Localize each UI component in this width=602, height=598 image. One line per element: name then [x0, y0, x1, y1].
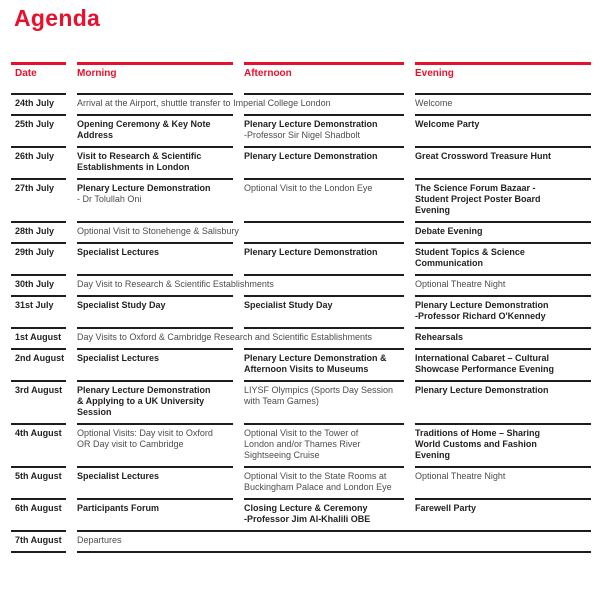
cell-line: Visit to Research & Scientific — [77, 151, 202, 161]
cell-line: Plenary Lecture Demonstration — [77, 385, 211, 395]
cell-line: Session — [77, 407, 112, 417]
evening-cell — [415, 327, 591, 348]
evening-cell — [415, 380, 591, 423]
cell-line: Establishments in London — [77, 162, 190, 172]
date-cell: 6th August — [11, 498, 66, 530]
merged-morning-afternoon-cell — [77, 274, 274, 295]
date-cell: 5th August — [11, 466, 66, 498]
afternoon-cell — [244, 423, 404, 466]
cell-line: - Dr Tolullah Oni — [77, 194, 142, 204]
date-cell: 2nd August — [11, 348, 66, 380]
morning-cell — [77, 146, 233, 178]
morning-cell — [77, 498, 233, 530]
cell-line: Day Visits to Oxford & Cambridge Research and Scientific Establishments — [77, 332, 372, 342]
cell-line: Farewell Party — [415, 503, 477, 513]
cell-line: Buckingham Palace and London Eye — [244, 482, 392, 492]
evening-cell — [415, 295, 591, 327]
merged-morning-afternoon-cell — [77, 221, 239, 242]
afternoon-cell — [244, 114, 404, 146]
evening-cell — [415, 114, 591, 146]
cell-line: OR Day visit to Cambridge — [77, 439, 184, 449]
afternoon-cell — [244, 146, 404, 178]
cell-line: -Professor Jim Al-Khalili OBE — [244, 514, 371, 524]
morning-cell — [77, 466, 233, 498]
date-cell: 26th July — [11, 146, 66, 178]
page — [0, 5, 602, 553]
table-row — [11, 93, 591, 114]
cell-line: Optional Visit to Stonehenge & Salisbury — [77, 226, 239, 236]
cell-line: Specialist Lectures — [77, 247, 160, 257]
page-title: Agenda — [14, 5, 101, 31]
cell-line: Rehearsals — [415, 332, 464, 342]
date-cell: 4th August — [11, 423, 66, 466]
cell-line: Optional Theatre Night — [415, 279, 506, 289]
cell-line: Plenary Lecture Demonstration — [244, 247, 378, 257]
cell-line: Address — [77, 130, 114, 140]
table-row — [11, 114, 591, 146]
merged-morning-afternoon-cell — [77, 327, 372, 348]
evening-cell — [415, 348, 591, 380]
morning-cell — [77, 380, 233, 423]
date-cell: 27th July — [11, 178, 66, 221]
cell-line: & Applying to a UK University — [77, 396, 205, 406]
evening-cell — [415, 466, 591, 498]
evening-cell — [415, 423, 591, 466]
cell-line: Plenary Lecture Demonstration — [244, 119, 378, 129]
afternoon-cell — [244, 498, 404, 530]
afternoon-cell — [244, 348, 404, 380]
evening-cell — [415, 498, 591, 530]
cell-line: Optional Visit to the London Eye — [244, 183, 373, 193]
date-cell: 7th August — [11, 530, 66, 553]
evening-cell — [415, 178, 591, 221]
table-row — [11, 466, 591, 498]
cell-line: Student Project Poster Board — [415, 194, 541, 204]
table-row — [11, 327, 591, 348]
cell-line: Specialist Study Day — [77, 300, 166, 310]
table-row — [11, 530, 591, 553]
cell-line: Plenary Lecture Demonstration — [415, 300, 549, 310]
header-row — [11, 62, 591, 93]
agenda-table-body — [11, 93, 591, 553]
cell-line: Participants Forum — [77, 503, 160, 513]
cell-line: Debate Evening — [415, 226, 483, 236]
cell-line: Optional Visits: Day visit to Oxford — [77, 428, 213, 438]
merged-all-day-cell — [77, 530, 591, 553]
date-cell: 3rd August — [11, 380, 66, 423]
column-header-evening: Evening — [415, 62, 591, 93]
morning-cell — [77, 242, 233, 274]
cell-line: The Science Forum Bazaar - — [415, 183, 536, 193]
cell-line: Traditions of Home – Sharing — [415, 428, 541, 438]
cell-line: Optional Theatre Night — [415, 471, 506, 481]
morning-cell — [77, 178, 233, 221]
morning-cell — [77, 114, 233, 146]
afternoon-cell — [244, 380, 404, 423]
cell-line: Communication — [415, 258, 484, 268]
cell-line: Student Topics & Science — [415, 247, 525, 257]
afternoon-cell — [244, 295, 404, 327]
cell-line: Plenary Lecture Demonstration — [77, 183, 211, 193]
merged-morning-afternoon-cell — [77, 93, 331, 114]
evening-cell — [415, 146, 591, 178]
table-row — [11, 423, 591, 466]
evening-cell — [415, 242, 591, 274]
cell-line: Afternoon Visits to Museums — [244, 364, 369, 374]
afternoon-cell — [244, 466, 404, 498]
cell-line: Showcase Performance Evening — [415, 364, 555, 374]
date-cell: 25th July — [11, 114, 66, 146]
cell-line: Evening — [415, 450, 451, 460]
cell-line: Welcome — [415, 98, 453, 108]
evening-cell — [415, 221, 591, 242]
cell-line: Sightseeing Cruise — [244, 450, 320, 460]
cell-line: Departures — [77, 535, 122, 545]
cell-line: LIYSF Olympics (Sports Day Session — [244, 385, 394, 395]
date-cell: 28th July — [11, 221, 66, 242]
date-cell: 24th July — [11, 93, 66, 114]
date-cell: 1st August — [11, 327, 66, 348]
table-row — [11, 498, 591, 530]
cell-line: -Professor Sir Nigel Shadbolt — [244, 130, 361, 140]
cell-line: Opening Ceremony & Key Note — [77, 119, 211, 129]
cell-line: World Customs and Fashion — [415, 439, 537, 449]
cell-line: Welcome Party — [415, 119, 480, 129]
cell-line: Plenary Lecture Demonstration — [244, 151, 378, 161]
table-row — [11, 146, 591, 178]
cell-line: Evening — [415, 205, 451, 215]
morning-cell — [77, 423, 233, 466]
afternoon-cell — [244, 178, 404, 221]
cell-line: International Cabaret – Cultural — [415, 353, 550, 363]
table-row — [11, 178, 591, 221]
cell-line: London and/or Thames River — [244, 439, 361, 449]
cell-line: Closing Lecture & Ceremony — [244, 503, 368, 513]
table-row — [11, 295, 591, 327]
table-row — [11, 380, 591, 423]
cell-line: Optional Visit to the State Rooms at — [244, 471, 387, 481]
column-header-morning: Morning — [77, 62, 233, 93]
agenda-table — [0, 62, 602, 553]
morning-cell — [77, 295, 233, 327]
cell-line: -Professor Richard O'Kennedy — [415, 311, 546, 321]
table-row — [11, 242, 591, 274]
table-row — [11, 274, 591, 295]
cell-line: Arrival at the Airport, shuttle transfer to Imperial College London — [77, 98, 331, 108]
cell-line: Optional Visit to the Tower of — [244, 428, 359, 438]
table-row — [11, 221, 591, 242]
column-header-date: Date — [11, 62, 66, 93]
cell-line: Plenary Lecture Demonstration & — [244, 353, 387, 363]
date-cell: 29th July — [11, 242, 66, 274]
evening-cell — [415, 93, 591, 114]
cell-line: Specialist Lectures — [77, 471, 160, 481]
column-header-afternoon: Afternoon — [244, 62, 404, 93]
cell-line: Great Crossword Treasure Hunt — [415, 151, 552, 161]
morning-cell — [77, 348, 233, 380]
table-row — [11, 348, 591, 380]
cell-line: Specialist Lectures — [77, 353, 160, 363]
date-cell: 30th July — [11, 274, 66, 295]
cell-line: Day Visit to Research & Scientific Establishments — [77, 279, 274, 289]
afternoon-cell — [244, 242, 404, 274]
cell-line: with Team Games) — [244, 396, 319, 406]
date-cell: 31st July — [11, 295, 66, 327]
cell-line: Specialist Study Day — [244, 300, 333, 310]
empty-afternoon-cell — [244, 221, 404, 242]
cell-line: Plenary Lecture Demonstration — [415, 385, 549, 395]
evening-cell — [415, 274, 591, 295]
